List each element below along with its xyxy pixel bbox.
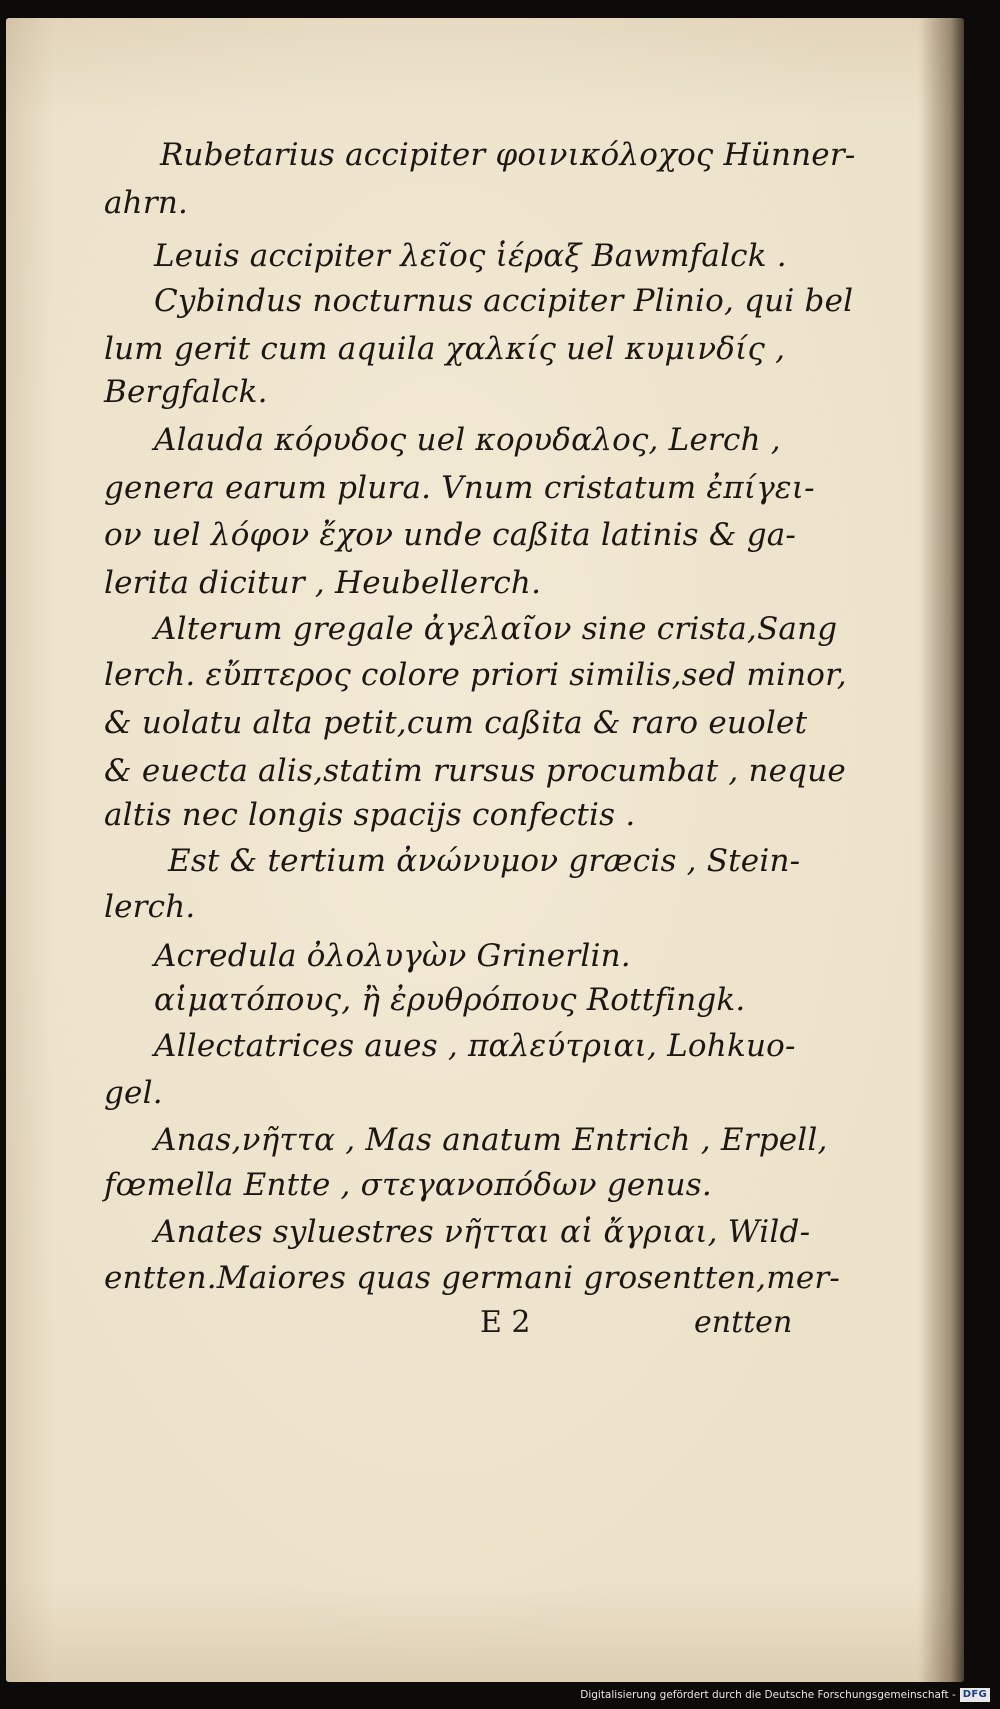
text-line: & uolatu alta petit,cum caßita & raro euolet <box>104 705 808 741</box>
text-line: lerch. <box>104 889 196 925</box>
text-line: Anas,νῆττα , Mas anatum Entrich , Erpell, <box>154 1122 828 1158</box>
text-line: Leuis accipiter λεῖος ἱέραξ Bawmfalck . <box>154 238 787 274</box>
catchword: entten <box>694 1305 793 1340</box>
text-line: ahrn. <box>104 185 189 221</box>
signature-mark: E 2 <box>480 1305 531 1340</box>
credit-text: Digitalisierung gefördert durch die Deutsche Forschungsgemeinschaft - <box>580 1689 956 1701</box>
text-line: Bergfalck. <box>104 374 268 410</box>
text-line: lum gerit cum aquila χαλκίς uel κυμινδίς , <box>104 331 786 367</box>
text-line: αἱματόπους, ἢ ἐρυθρόπους Rottfingk. <box>154 982 746 1018</box>
text-line: gel. <box>104 1075 163 1111</box>
digitization-credit <box>580 1685 990 1705</box>
text-line: Alterum gregale ἀγελαῖον sine crista,Sang <box>154 611 838 647</box>
text-line: Est & tertium ἀνώνυμον græcis , Stein- <box>168 843 801 879</box>
text-line: entten.Maiores quas germani grosentten,mer- <box>104 1260 841 1296</box>
text-line: & euecta alis,statim rursus procumbat , neque <box>104 753 846 789</box>
text-line: Anates syluestres νῆτται αἱ ἄγριαι, Wild- <box>154 1214 811 1250</box>
text-line: genera earum plura. Vnum cristatum ἐπίγει- <box>104 470 815 506</box>
text-line: Allectatrices aues , παλεύτριαι, Lohkuo- <box>154 1028 796 1064</box>
text-line: Acredula ὀλολυγὼν Grinerlin. <box>154 938 631 974</box>
text-line: lerita dicitur , Heubellerch. <box>104 565 542 601</box>
text-line: Cybindus nocturnus accipiter Plinio, qui bel <box>154 283 854 319</box>
text-line: Alauda κόρυδος uel κορυδαλος, Lerch , <box>154 422 781 458</box>
text-line: ον uel λόφον ἔχον unde caßita latinis & ga- <box>104 517 797 553</box>
text-line: lerch. εὔπτερος colore priori similis,sed minor, <box>104 657 847 693</box>
text-line: Rubetarius accipiter φοινικόλοχος Hünner- <box>160 137 856 173</box>
dfg-logo: DFG <box>960 1688 990 1702</box>
text-line: fœmella Entte , στεγανοπόδων genus. <box>104 1167 712 1203</box>
text-line: altis nec longis spacijs confectis . <box>104 797 636 833</box>
